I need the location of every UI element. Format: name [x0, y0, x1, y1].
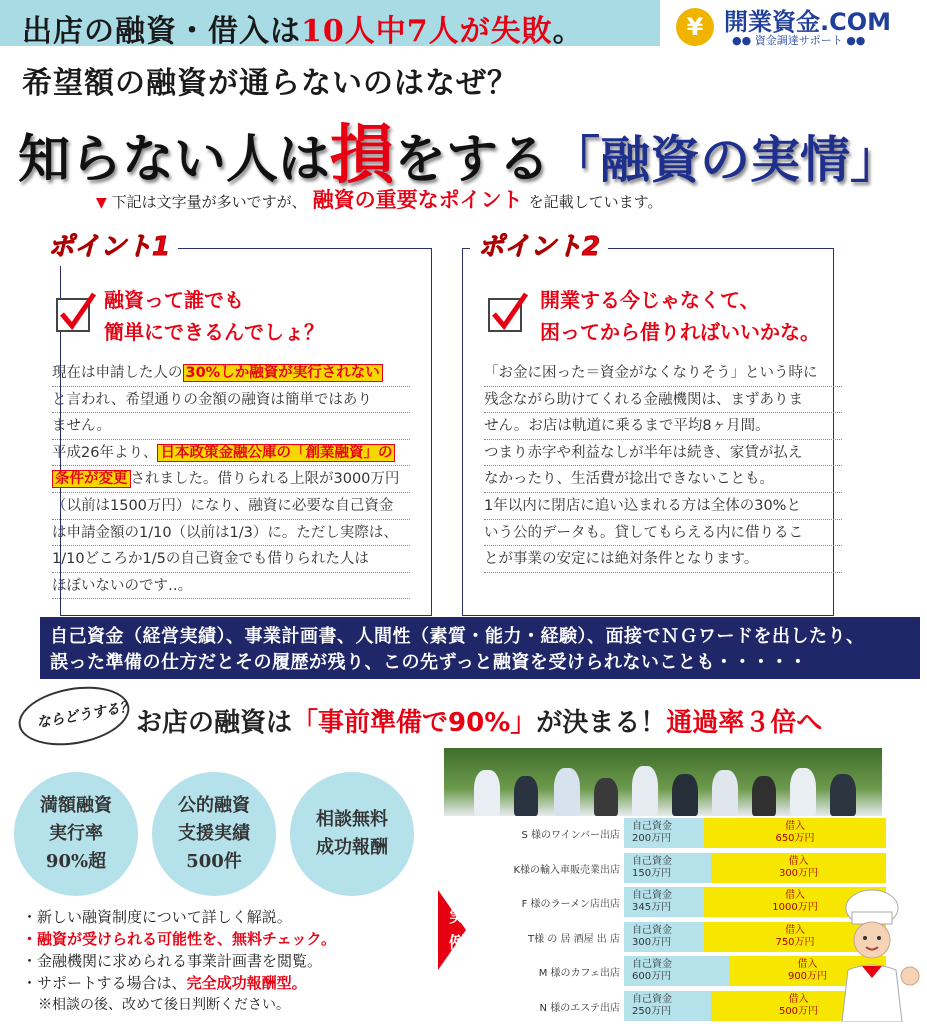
point2-body: 「お金に困った＝資金がなくなりそう」という時に 残念ながら助けてくれる金融機関は、まずありま せん。お店は軌道に乗るまで平均8ヶ月間。 つまり赤字や利益なしが半年は続き、家賃が払え なかったり、生活費が捻出できないことも。 1年以内に閉店に追い込まれる方は全体の30%と いう公的データも。貸してもらえる内に借りるこ とが事業の安定には絶対条件となります。 — [484, 360, 842, 573]
loan-amount: 借入 1000万円 — [772, 890, 818, 913]
own-funds-bar: 自己資金 250万円 — [624, 991, 711, 1021]
headline-line1: 出店の融資・借入は10人中7人が失敗。 — [22, 14, 584, 49]
section-headline: お店の融資は「事前準備で90%」が決まる！通過率３倍へ — [136, 708, 823, 738]
yen-coin-icon: ¥ — [676, 8, 714, 46]
point1-heading: 融資って誰でも 簡単にできるんでしょ？ — [104, 288, 324, 344]
loan-amount: 借入 300万円 — [778, 855, 819, 879]
example-row — [490, 851, 890, 885]
bubble-text: ならどうする？ — [35, 698, 135, 732]
notice-line: ▼ 下記は文字量が多いですが、 融資の重要なポイント を記載しています。 — [96, 188, 663, 212]
triangle-down-icon: ▼ — [96, 195, 107, 211]
own-funds-bar: 自己資金 345万円 — [624, 887, 704, 917]
headline-line2: 希望額の融資が通らないのはなぜ？ — [22, 66, 518, 101]
feature-circle: 相談無料 成功報酬 — [290, 772, 414, 896]
warning-line1: 自己資金（経営実績）、事業計画書、人間性（素質・能力・経験）、面接でＮＧワードを出したり、 — [50, 626, 865, 647]
logo-subtitle: ●● 資金調達サポート ●● — [732, 34, 866, 47]
feature-circle: 満額融資 実行率 90%超 — [14, 772, 138, 896]
checkbox-icon — [488, 298, 522, 332]
fail-rate-text: 10人中7人が失敗 — [301, 14, 553, 49]
own-funds-bar: 自己資金 200万円 — [624, 818, 704, 848]
own-funds-bar: 自己資金 150万円 — [624, 853, 711, 883]
logo-name: 開業資金.COM — [724, 8, 892, 36]
example-name: F 様のラーメン店出店 — [521, 899, 620, 910]
point2-heading: 開業する今じゃなくて、 困ってから借りればいいかな。 — [540, 288, 820, 344]
loan-amount: 借入 900万円 — [787, 959, 828, 982]
own-funds-bar: 自己資金 300万円 — [624, 922, 704, 952]
headline-line3: 知らない人は損をする「融資の実情」 — [18, 118, 901, 193]
note-text: ※相談の後、改めて後日判断ください。 — [38, 997, 290, 1013]
team-photo — [444, 748, 882, 816]
example-name: S 様のワインバー出店 — [521, 830, 620, 841]
loan-amount: 借入 500万円 — [778, 993, 819, 1017]
checkbox-icon — [56, 298, 90, 332]
bullet-list: ・新しい融資制度について詳しく解説。 ・融資が受けられる可能性を、無料チェック。 ・金融機関に求められる事業計画書を閲覧。 ・サポートする場合は、完全成功報酬型。 — [22, 908, 336, 992]
example-label: 実 例 — [448, 907, 465, 952]
site-logo[interactable] — [676, 4, 916, 48]
warning-line2: 誤った準備の仕方だとその履歴が残り、この先ずっと融資を受けられないことも・・・・・ — [50, 652, 808, 673]
point2-title: ポイント2 — [470, 226, 608, 266]
loan-amount: 借入 750万円 — [775, 924, 815, 948]
feature-circle: 公的融資 支援実績 500件 — [152, 772, 276, 896]
example-name: M 様のカフェ出店 — [538, 968, 620, 979]
loan-amount: 借入 650万円 — [775, 821, 815, 844]
point1-body: 現在は申請した人の 30%しか融資が実行されない と言われ、希望通りの金額の融資は簡単ではあり ません。 平成26年より、 日本政策金融公庫の「創業融資」の 条件が変更 されました。借りられる上限が3000万円 （以前は1500万円）になり、融資に必要な自己資金 は申請金額の1/10（以前は1/3）に。ただし実際は、 1/10どころか1/5の自己資金でも借りられた人は ほぼいないのです‥。 — [52, 360, 410, 599]
example-name: T様 の 居 酒屋 出 店 — [527, 933, 620, 945]
point1-title: ポイント1 — [40, 226, 178, 266]
own-funds-bar: 自己資金 600万円 — [624, 956, 729, 986]
example-name: K様の輸入車販売業出店 — [513, 864, 620, 876]
example-name: N 様のエステ出店 — [539, 1002, 620, 1014]
example-row — [490, 816, 890, 850]
chef-illustration — [822, 886, 922, 1022]
